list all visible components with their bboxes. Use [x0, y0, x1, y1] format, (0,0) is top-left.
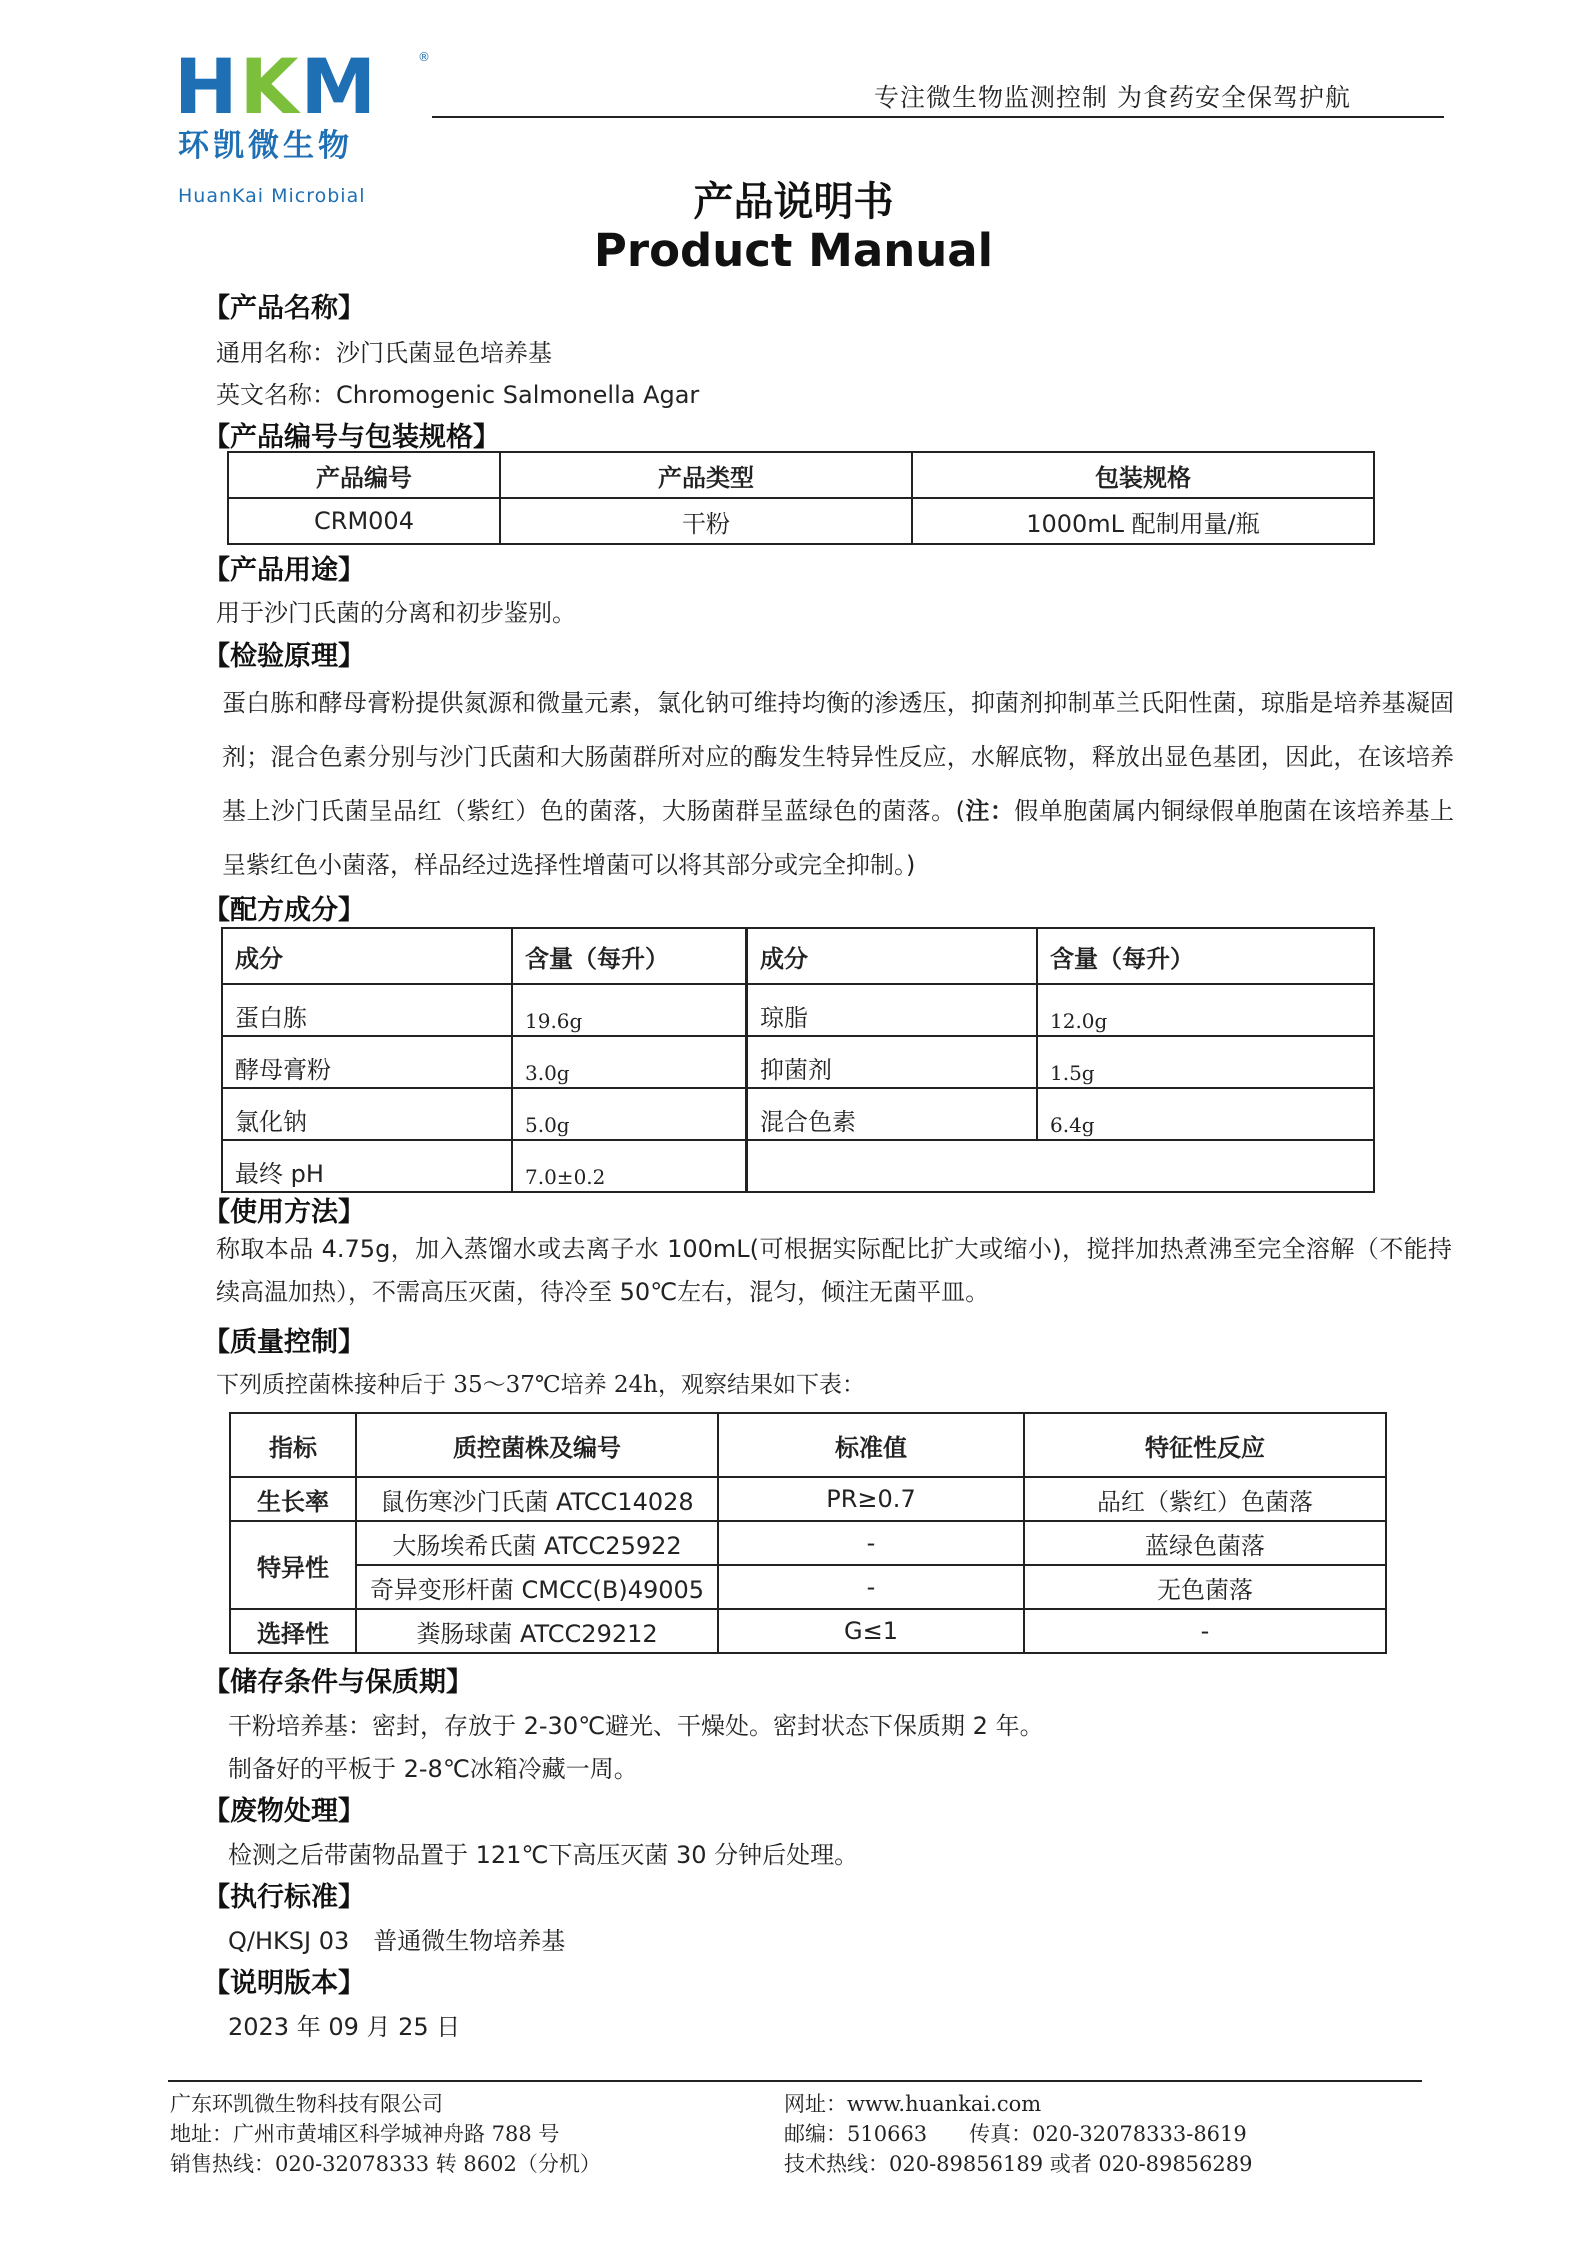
qc-intro: 下列质控菌株接种后于 35～37℃培养 24h，观察结果如下表： [216, 1372, 865, 1398]
section-heading-packaging: 【产品编号与包装规格】 [203, 422, 500, 453]
title-chinese: 产品说明书 [693, 179, 894, 225]
section-heading-principle: 【检验原理】 [203, 641, 365, 672]
table-header-row [230, 1413, 1386, 1477]
ingredient-name: 琼脂 [747, 984, 1038, 1036]
table-row [228, 498, 1374, 544]
column-header: 标准值 [718, 1413, 1024, 1477]
logo-chinese-name: 环凯微生物 [178, 128, 353, 164]
indicator-selectivity: 选择性 [230, 1609, 356, 1653]
table-row [230, 1521, 1386, 1565]
ingredient-amount: 3.0g [512, 1036, 747, 1088]
footer-divider [168, 2080, 1422, 2082]
footer-website: 网址：www.huankai.com [784, 2092, 1042, 2116]
waste-text: 检测之后带菌物品置于 121℃下高压灭菌 30 分钟后处理。 [228, 1841, 859, 1869]
version-date: 2023 年 09 月 25 日 [228, 2013, 461, 2041]
ingredient-amount: 12.0g [1037, 984, 1374, 1036]
formula-table [221, 927, 1375, 1193]
column-header: 成分 [747, 928, 1038, 984]
header-divider [432, 116, 1444, 118]
ingredient-amount: 5.0g [512, 1088, 747, 1140]
ingredient-amount: 7.0±0.2 [512, 1140, 747, 1192]
registered-mark-icon: ® [418, 50, 430, 64]
indicator-growth: 生长率 [230, 1477, 356, 1521]
ingredient-amount: 1.5g [1037, 1036, 1374, 1088]
section-heading-usage: 【产品用途】 [203, 555, 365, 586]
indicator-specificity: 特异性 [230, 1521, 356, 1609]
method-text: 称取本品 4.75g，加入蒸馏水或去离子水 100mL(可根据实际配比扩大或缩小)，搅拌加热煮沸至完全溶解（不能持续高温加热），不需高压灭菌，待冷至 50℃左右，混匀，倾注无菌平皿。 [216, 1235, 1452, 1306]
table-row [230, 1609, 1386, 1653]
table-row [222, 984, 1374, 1036]
column-header: 成分 [222, 928, 512, 984]
table-row [222, 1036, 1374, 1088]
table-row [230, 1565, 1386, 1609]
standard-value: G≤1 [718, 1609, 1024, 1653]
table-row [230, 1477, 1386, 1521]
footer-postcode-fax: 邮编：510663 传真：020-32078333-8619 [784, 2122, 1247, 2146]
column-header: 质控菌株及编号 [356, 1413, 718, 1477]
table-header-row [228, 452, 1374, 498]
characteristic-reaction: 无色菌落 [1024, 1565, 1386, 1609]
column-header: 产品编号 [228, 452, 500, 498]
footer-address: 地址：广州市黄埔区科学城神舟路 788 号 [170, 2122, 560, 2146]
ingredient-name: 最终 pH [222, 1140, 512, 1192]
characteristic-reaction: 品红（紫红）色菌落 [1024, 1477, 1386, 1521]
header-slogan: 专注微生物监测控制 为食药安全保驾护航 [874, 83, 1351, 112]
usage-text: 用于沙门氏菌的分离和初步鉴别。 [216, 599, 576, 627]
ingredient-name: 抑菌剂 [747, 1036, 1038, 1088]
standard-value: PR≥0.7 [718, 1477, 1024, 1521]
standard-text: Q/HKSJ 03 普通微生物培养基 [228, 1927, 566, 1955]
characteristic-reaction: 蓝绿色菌落 [1024, 1521, 1386, 1565]
footer-sales-hotline: 销售热线：020-32078333 转 8602（分机） [170, 2152, 601, 2176]
english-name: 英文名称：Chromogenic Salmonella Agar [216, 381, 700, 409]
footer-support-hotline: 技术热线：020-89856189 或者 020-89856289 [784, 2152, 1253, 2176]
title-english: Product Manual [593, 224, 994, 277]
storage-line-plate: 制备好的平板于 2-8℃冰箱冷藏一周。 [228, 1755, 638, 1783]
column-header: 特征性反应 [1024, 1413, 1386, 1477]
strain: 奇异变形杆菌 CMCC(B)49005 [356, 1565, 718, 1609]
package-spec: 1000mL 配制用量/瓶 [912, 498, 1374, 544]
empty-cell [747, 1140, 1375, 1192]
column-header: 指标 [230, 1413, 356, 1477]
column-header: 含量（每升） [512, 928, 747, 984]
section-heading-storage: 【储存条件与保质期】 [203, 1667, 473, 1698]
strain: 大肠埃希氏菌 ATCC25922 [356, 1521, 718, 1565]
section-heading-formula: 【配方成分】 [203, 895, 365, 926]
ingredient-name: 混合色素 [747, 1088, 1038, 1140]
quality-control-table [229, 1412, 1387, 1654]
table-header-row [222, 928, 1374, 984]
logo-english-name: HuanKai Microbial [178, 185, 366, 207]
company-logo [172, 42, 432, 207]
principle-paragraph [222, 676, 1454, 892]
common-name: 通用名称：沙门氏菌显色培养基 [216, 339, 552, 367]
column-header: 包装规格 [912, 452, 1374, 498]
section-heading-waste: 【废物处理】 [203, 1796, 365, 1827]
table-row [222, 1088, 1374, 1140]
ingredient-name: 酵母膏粉 [222, 1036, 512, 1088]
characteristic-reaction: - [1024, 1609, 1386, 1653]
ingredient-name: 蛋白胨 [222, 984, 512, 1036]
ingredient-amount: 6.4g [1037, 1088, 1374, 1140]
section-heading-standard: 【执行标准】 [203, 1882, 365, 1913]
standard-value: - [718, 1565, 1024, 1609]
strain: 粪肠球菌 ATCC29212 [356, 1609, 718, 1653]
note-label: 注： [964, 797, 1015, 825]
section-heading-product-name: 【产品名称】 [203, 293, 365, 324]
logo-mark: HKM [174, 42, 379, 131]
column-header: 产品类型 [500, 452, 912, 498]
principle-text: 蛋白胨和酵母膏粉提供氮源和微量元素，氯化钠可维持均衡的渗透压，抑菌剂抑制革兰氏阳性菌，琼脂是培养基凝固剂；混合色素分别与沙门氏菌和大肠菌群所对应的酶发生特异性反应，水解底物，释放出显色基团，因此，在该培养基上沙门氏菌呈品红（紫红）色的菌落，大肠菌群呈蓝绿色的菌落。( [222, 689, 1454, 825]
section-heading-version: 【说明版本】 [203, 1968, 365, 1999]
storage-line-powder: 干粉培养基：密封，存放于 2-30℃避光、干燥处。密封状态下保质期 2 年。 [228, 1712, 1044, 1740]
section-heading-quality-control: 【质量控制】 [203, 1327, 365, 1358]
ingredient-amount: 19.6g [512, 984, 747, 1036]
section-heading-method: 【使用方法】 [203, 1197, 365, 1228]
product-type: 干粉 [500, 498, 912, 544]
packaging-table [227, 451, 1375, 545]
standard-value: - [718, 1521, 1024, 1565]
table-row [222, 1140, 1374, 1192]
note-text: 假单胞菌属内铜绿假单胞菌在该培养基上呈紫红色小菌落，样品经过选择性增菌可以将其部分或完全抑制。) [222, 797, 1454, 879]
product-code: CRM004 [228, 498, 500, 544]
ingredient-name: 氯化钠 [222, 1088, 512, 1140]
column-header: 含量（每升） [1037, 928, 1374, 984]
footer-company: 广东环凯微生物科技有限公司 [170, 2092, 443, 2116]
strain: 鼠伤寒沙门氏菌 ATCC14028 [356, 1477, 718, 1521]
